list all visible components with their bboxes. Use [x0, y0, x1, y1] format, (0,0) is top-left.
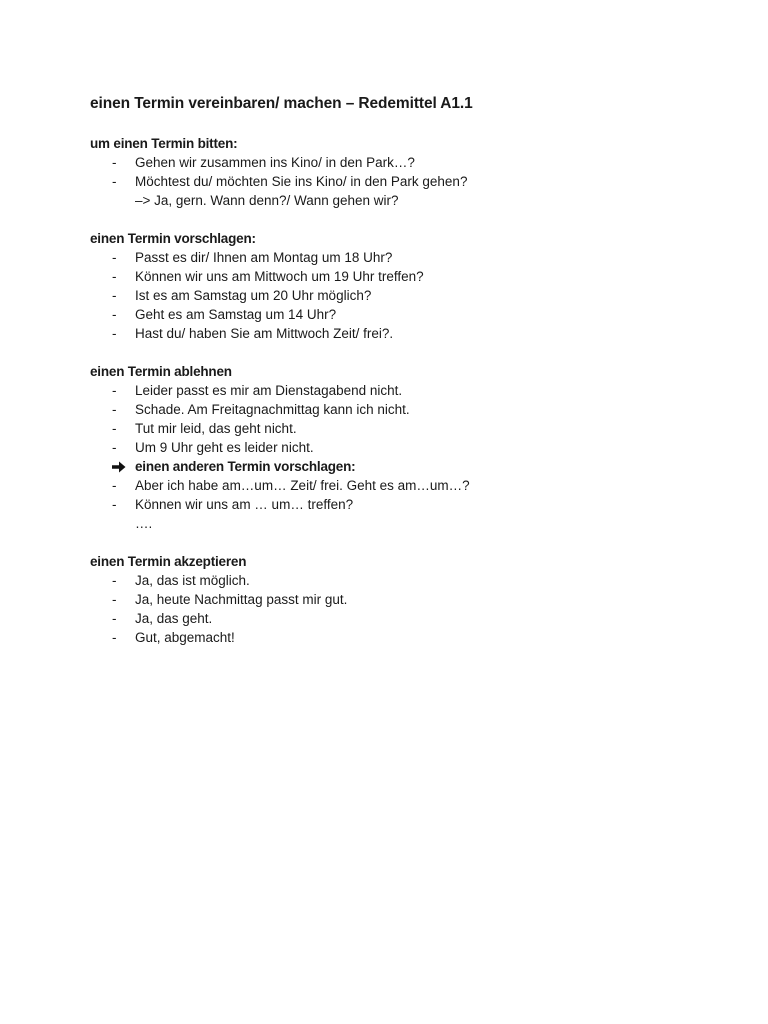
list-item — [90, 305, 710, 324]
list-item — [90, 438, 710, 457]
list-item — [90, 609, 710, 628]
phrase-text: Leider passt es mir am Dienstagabend nicht. — [135, 383, 403, 398]
phrase-text: Ja, heute Nachmittag passt mir gut. — [135, 592, 348, 607]
section-heading: um einen Termin bitten: — [90, 136, 238, 151]
phrase-text: Ja, das geht. — [135, 611, 213, 626]
phrase-text: Ja, das ist möglich. — [135, 573, 250, 588]
list-item — [90, 419, 710, 438]
phrase-list — [90, 381, 710, 533]
section — [90, 229, 710, 343]
bullet-dash: - — [112, 307, 117, 322]
list-item — [90, 400, 710, 419]
section — [90, 362, 710, 533]
list-item — [90, 571, 710, 590]
phrase-list — [90, 153, 710, 210]
phrase-text: Können wir uns am Mittwoch um 19 Uhr treffen? — [135, 269, 424, 284]
bullet-dash: - — [112, 383, 117, 398]
phrase-text: Tut mir leid, das geht nicht. — [135, 421, 297, 436]
phrase-text: Schade. Am Freitagnachmittag kann ich nicht. — [135, 402, 410, 417]
document-page — [90, 94, 710, 666]
phrase-text: –> Ja, gern. Wann denn?/ Wann gehen wir? — [135, 193, 399, 208]
section — [90, 552, 710, 647]
list-item — [90, 590, 710, 609]
phrase-text: Geht es am Samstag um 14 Uhr? — [135, 307, 337, 322]
bullet-dash: - — [112, 326, 117, 341]
bullet-dash: - — [112, 440, 117, 455]
phrase-text: Gut, abgemacht! — [135, 630, 235, 645]
list-item — [90, 248, 710, 267]
phrase-text: Aber ich habe am…um… Zeit/ frei. Geht es am…um…? — [135, 478, 470, 493]
phrase-text: Hast du/ haben Sie am Mittwoch Zeit/ frei?. — [135, 326, 394, 341]
bullet-dash: - — [112, 174, 117, 189]
list-item — [90, 495, 710, 514]
list-item — [90, 324, 710, 343]
list-item — [90, 476, 710, 495]
section — [90, 134, 710, 210]
bullet-dash: - — [112, 611, 117, 626]
bullet-dash: - — [112, 497, 117, 512]
list-item — [90, 457, 710, 476]
phrase-text: Können wir uns am … um… treffen? — [135, 497, 354, 512]
phrase-text: Ist es am Samstag um 20 Uhr möglich? — [135, 288, 372, 303]
list-item — [90, 172, 710, 191]
bullet-dash: - — [112, 592, 117, 607]
bullet-dash: - — [112, 421, 117, 436]
list-item — [90, 153, 710, 172]
phrase-text: Passt es dir/ Ihnen am Montag um 18 Uhr? — [135, 250, 393, 265]
phrase-text: Möchtest du/ möchten Sie ins Kino/ in den Park gehen? — [135, 174, 468, 189]
document-title: einen Termin vereinbaren/ machen – Redemittel A1.1 — [90, 95, 473, 112]
list-item — [90, 267, 710, 286]
list-item — [90, 628, 710, 647]
phrase-text: einen anderen Termin vorschlagen: — [135, 459, 356, 474]
list-item — [90, 286, 710, 305]
section-heading: einen Termin ablehnen — [90, 364, 232, 379]
bullet-dash: - — [112, 155, 117, 170]
phrase-text: Gehen wir zusammen ins Kino/ in den Park…? — [135, 155, 415, 170]
list-item — [90, 514, 710, 533]
list-item — [90, 381, 710, 400]
section-heading: einen Termin vorschlagen: — [90, 231, 256, 246]
bullet-dash: - — [112, 402, 117, 417]
phrase-list — [90, 248, 710, 343]
phrase-text: Um 9 Uhr geht es leider nicht. — [135, 440, 314, 455]
bullet-dash: - — [112, 630, 117, 645]
bullet-dash: - — [112, 573, 117, 588]
phrase-list — [90, 571, 710, 647]
bullet-dash: - — [112, 269, 117, 284]
right-arrow-icon — [112, 461, 126, 473]
sections-container — [90, 134, 710, 647]
list-item — [90, 191, 710, 210]
bullet-dash: - — [112, 288, 117, 303]
section-heading: einen Termin akzeptieren — [90, 554, 247, 569]
phrase-text: …. — [135, 516, 153, 531]
bullet-dash: - — [112, 478, 117, 493]
bullet-dash: - — [112, 250, 117, 265]
